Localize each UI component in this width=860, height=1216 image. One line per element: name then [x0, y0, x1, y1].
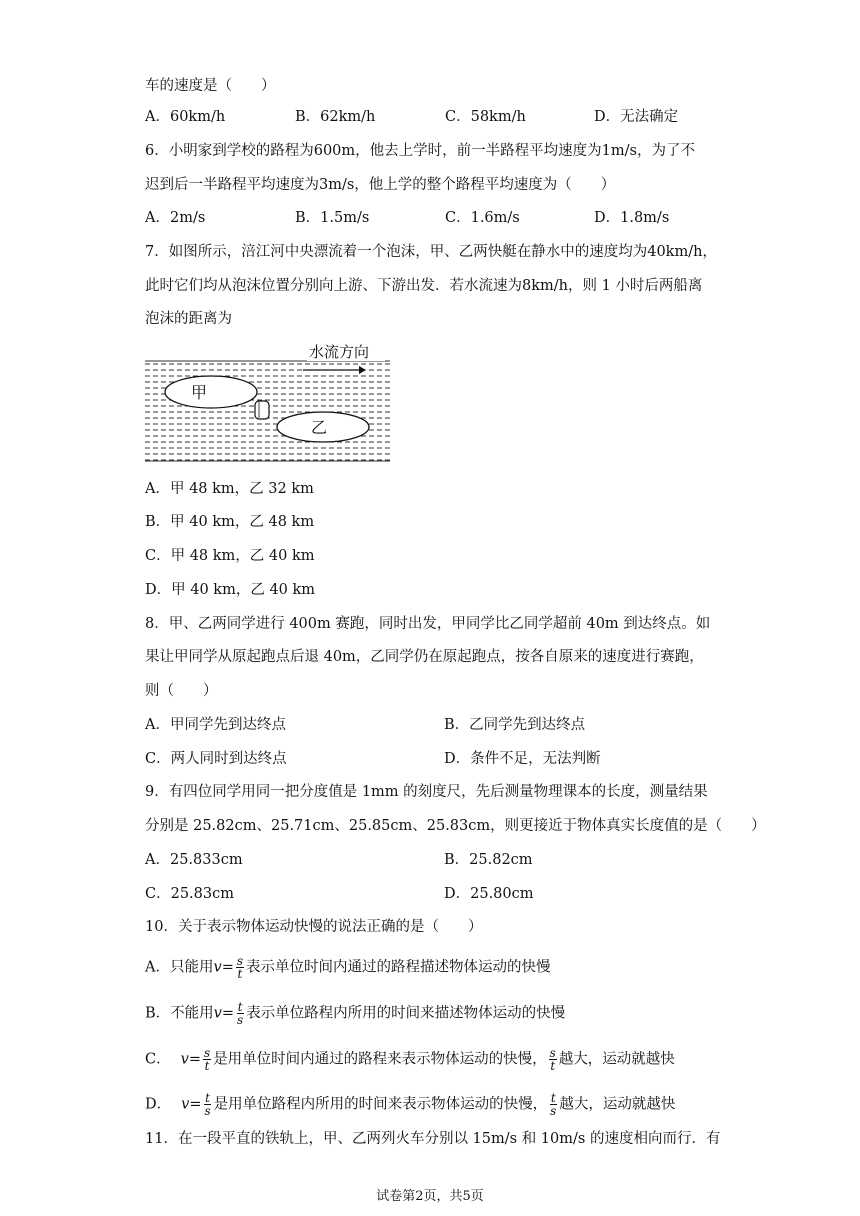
q9-stem-line-2: 分别是 25.82cm、25.71cm、25.85cm、25.83cm，则更接近于物体真实长度值的是（ ）: [145, 818, 766, 834]
q10-option-c-text-end: 越大，运动就越快: [558, 1051, 675, 1068]
q5-option-d: D．无法确定: [594, 109, 679, 125]
fraction-numerator: s: [549, 1046, 556, 1060]
q10-option-a-var: v: [213, 959, 222, 976]
fraction-denominator: t: [204, 1059, 210, 1073]
q9-option-b: B．25.82cm: [444, 852, 533, 868]
q6-option-c: C．1.6m/s: [445, 210, 520, 226]
river-diagram-svg: [145, 343, 390, 463]
q10-option-c-label: C．: [145, 1051, 171, 1068]
q7-option-d: D．甲 40 km，乙 40 km: [145, 582, 316, 598]
q8-option-d: D．条件不足，无法判断: [444, 751, 601, 767]
fraction-denominator: t: [550, 1059, 556, 1073]
q8-option-c: C．两人同时到达终点: [145, 751, 287, 767]
q5-stem-tail: 车的速度是（ ）: [145, 78, 276, 94]
page-footer: 试卷第2页，共5页: [376, 1189, 484, 1204]
q7-stem-line-2: 此时它们均从泡沫位置分别向上游、下游出发．若水流速为8km/h，则 1 小时后两船离: [145, 278, 703, 294]
flow-direction-label: 水流方向: [309, 344, 370, 361]
river-diagram: [145, 343, 390, 463]
q10-option-d-text-end: 越大，运动就越快: [559, 1096, 676, 1113]
q6-option-d: D．1.8m/s: [594, 210, 670, 226]
foam-icon: [255, 401, 269, 419]
q10-option-b-eq: =: [221, 1005, 235, 1022]
q10-option-c: [145, 1047, 675, 1072]
q9-option-c: C．25.83cm: [145, 886, 234, 902]
q6-option-a: A．2m/s: [145, 210, 206, 226]
q8-stem-line-2: 果让甲同学从原起跑点后退 40m，乙同学仍在原起跑点，按各自原来的速度进行赛跑，: [145, 649, 704, 665]
q10-option-b-var: v: [213, 1005, 222, 1022]
q10-option-a-text: 表示单位时间内通过的路程描述物体运动的快慢: [246, 959, 551, 976]
q10-option-c-var: v: [180, 1051, 189, 1068]
q10-option-b-fraction: [236, 1001, 244, 1026]
boat-b-label: 乙: [311, 420, 328, 437]
q10-option-b-text: 表示单位路程内所用的时间来描述物体运动的快慢: [246, 1005, 566, 1022]
q8-stem-line-3: 则（ ）: [145, 683, 218, 699]
q10-option-b-label: B．不能用: [145, 1005, 214, 1022]
q6-stem-line-2: 迟到后一半路程平均速度为3m/s，他上学的整个路程平均速度为（ ）: [145, 177, 616, 193]
q7-option-c: C．甲 48 km，乙 40 km: [145, 548, 315, 564]
q6-stem-line-1: 6．小明家到学校的路程为600m，他去上学时，前一半路程平均速度为1m/s，为了不: [145, 143, 695, 159]
fraction-denominator: t: [237, 967, 243, 981]
q10-option-c-fraction-2: [549, 1047, 557, 1072]
fraction-denominator: s: [550, 1104, 557, 1118]
q10-option-b: [145, 1001, 565, 1026]
boat-a-shape: [165, 376, 257, 408]
q10-option-a-fraction: [236, 955, 244, 980]
q11-stem-line-1: 11．在一段平直的铁轨上，甲、乙两列火车分别以 15m/s 和 10m/s 的速度相向而行．有: [145, 1131, 721, 1147]
fraction-numerator: t: [237, 1000, 243, 1014]
q10-option-d-var: v: [181, 1096, 190, 1113]
q9-option-a: A．25.833cm: [145, 852, 243, 868]
q10-option-d: [145, 1092, 675, 1117]
fraction-numerator: t: [550, 1091, 556, 1105]
q9-stem-line-1: 9．有四位同学用同一把分度值是 1mm 的刻度尺，先后测量物理课本的长度，测量结果: [145, 784, 708, 800]
q10-option-d-text: 是用单位路程内所用的时间来表示物体运动的快慢，: [213, 1096, 548, 1113]
q5-option-c: C．58km/h: [445, 109, 526, 125]
q10-option-c-text: 是用单位时间内通过的路程来表示物体运动的快慢，: [213, 1051, 547, 1068]
q10-option-a-label: A．只能用: [145, 959, 214, 976]
q7-option-b: B．甲 40 km，乙 48 km: [145, 514, 315, 530]
q8-option-a: A．甲同学先到达终点: [145, 717, 286, 733]
q6-option-b: B．1.5m/s: [295, 210, 370, 226]
fraction-denominator: s: [237, 1013, 244, 1027]
q10-option-a-eq: =: [221, 959, 234, 976]
q7-stem-line-1: 7．如图所示，涪江河中央漂流着一个泡沫，甲、乙两快艇在静水中的速度均为40km/h，: [145, 244, 717, 260]
q5-option-b: B．62km/h: [295, 109, 376, 125]
q8-option-b: B．乙同学先到达终点: [444, 717, 586, 733]
q10-stem: 10．关于表示物体运动快慢的说法正确的是（ ）: [145, 919, 483, 935]
boat-a-label: 甲: [191, 385, 208, 402]
q10-option-c-eq: =: [188, 1051, 201, 1068]
q10-option-a: [145, 955, 551, 980]
q5-option-a: A．60km/h: [145, 109, 226, 125]
q10-option-d-eq: =: [189, 1096, 202, 1113]
q7-stem-line-3: 泡沫的距离为: [145, 311, 232, 327]
q8-stem-line-1: 8．甲、乙两同学进行 400m 赛跑，同时出发，甲同学比乙同学超前 40m 到达终点。如: [145, 616, 711, 632]
q7-option-a: A．甲 48 km，乙 32 km: [145, 481, 314, 497]
q9-option-d: D．25.80cm: [444, 886, 534, 902]
q10-option-d-fraction: [204, 1092, 212, 1117]
fraction-numerator: t: [205, 1091, 210, 1105]
q10-option-d-fraction-2: [549, 1092, 557, 1117]
q10-option-c-fraction: [203, 1047, 211, 1072]
fraction-numerator: s: [203, 1046, 211, 1060]
fraction-denominator: s: [204, 1104, 211, 1118]
q10-option-d-label: D．: [145, 1096, 172, 1113]
fraction-numerator: s: [236, 954, 244, 968]
